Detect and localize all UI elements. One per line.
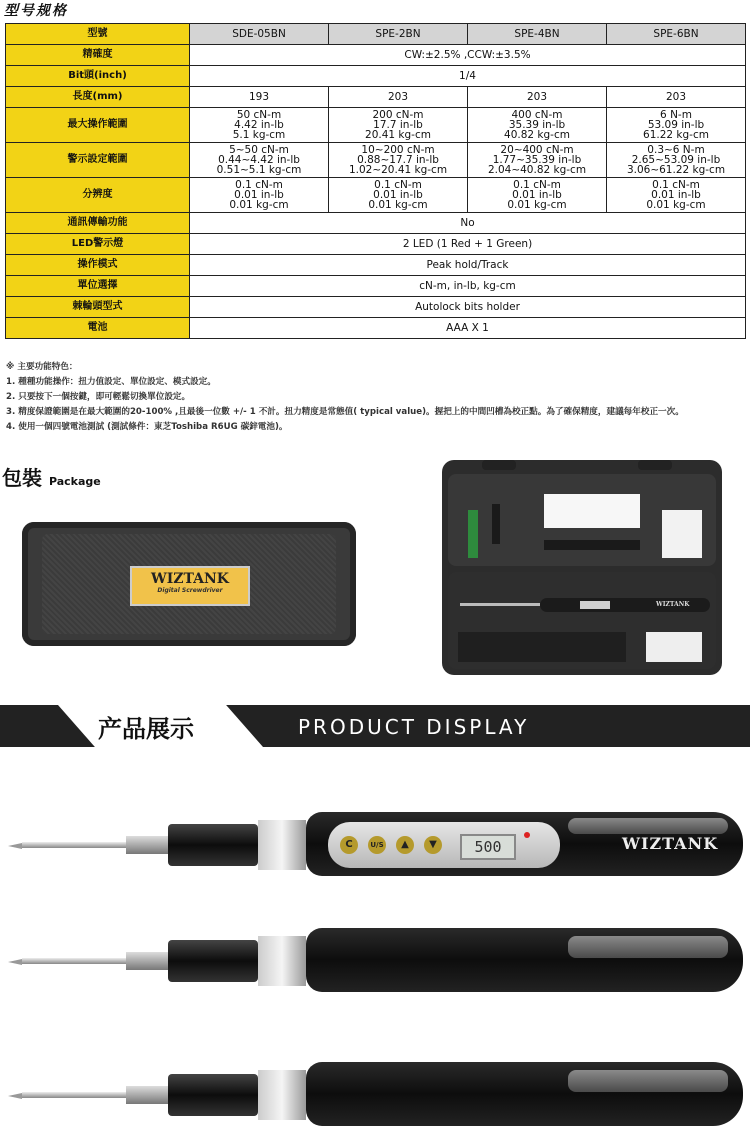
- spec-value: [468, 178, 607, 213]
- spec-value: [190, 108, 329, 143]
- badge-subtitle: Digital Screwdriver: [157, 587, 223, 594]
- spec-value-line: 4.42 in-lb: [234, 119, 284, 131]
- spec-value: cN-m, in-lb, kg-cm: [190, 276, 746, 297]
- package-title: [2, 462, 101, 491]
- spec-value-line: 50 cN-m: [236, 109, 282, 121]
- spec-value: SPE-4BN: [468, 24, 607, 45]
- spec-value-line: 0.01 in-lb: [234, 189, 284, 201]
- down-button-icon: ▼: [424, 836, 442, 854]
- spec-value-line: 400 cN-m: [511, 109, 563, 121]
- red-led-icon: [524, 832, 530, 838]
- lcd-icon: [580, 601, 610, 609]
- screwdriver-back-view: [8, 1060, 743, 1130]
- spec-value-line: 0.88~17.7 in-lb: [357, 154, 439, 166]
- spec-row: [6, 108, 746, 143]
- spec-value-line: 0.01 kg-cm: [229, 199, 289, 211]
- spec-card-image: [544, 494, 640, 528]
- spec-value: [607, 108, 746, 143]
- spec-value: 193: [190, 87, 329, 108]
- spec-row: [6, 87, 746, 108]
- spec-value-line: 0.01 kg-cm: [368, 199, 428, 211]
- case-screwdriver-image: [460, 598, 710, 612]
- spec-value-line: 53.09 in-lb: [647, 119, 705, 131]
- spec-value-line: 10~200 cN-m: [361, 144, 435, 156]
- brand-badge: [130, 566, 250, 606]
- spec-value-line: 0.3~6 N-m: [647, 144, 705, 156]
- spec-value: AAA X 1: [190, 318, 746, 339]
- spec-value-line: 0.01 in-lb: [651, 189, 701, 201]
- control-panel: [328, 822, 560, 868]
- accessory-pack-image: [646, 632, 702, 662]
- screwdriver-front-view: [8, 810, 743, 880]
- us-button-icon: U/S: [368, 836, 386, 854]
- note-line: ※ 主要功能特色：: [6, 362, 78, 372]
- spec-value: No: [190, 213, 746, 234]
- spec-row: [6, 24, 746, 45]
- spec-value: [329, 143, 468, 178]
- spec-value-line: 0.1 cN-m: [652, 179, 700, 191]
- lcd-readout: 500: [460, 834, 516, 860]
- spec-value-line: 61.22 kg-cm: [643, 129, 709, 141]
- spec-value: Autolock bits holder: [190, 297, 746, 318]
- spec-value-line: 6 N-m: [660, 109, 692, 121]
- spec-row: [6, 318, 746, 339]
- spec-value: Peak hold/Track: [190, 255, 746, 276]
- case-logo: WIZTANK: [656, 601, 690, 608]
- spec-value: [468, 108, 607, 143]
- spec-value-line: 0.1 cN-m: [374, 179, 422, 191]
- spec-label: 分辨度: [6, 178, 190, 213]
- spec-value-line: 0.01 in-lb: [512, 189, 562, 201]
- spec-value: [607, 178, 746, 213]
- display-title-en: PRODUCT DISPLAY: [298, 715, 530, 739]
- spec-label: 長度(mm): [6, 87, 190, 108]
- spec-row: [6, 234, 746, 255]
- spec-value: [607, 143, 746, 178]
- feature-notes: [6, 360, 750, 435]
- spec-value-line: 20~400 cN-m: [500, 144, 574, 156]
- spec-row: [6, 45, 746, 66]
- spec-value: 2 LED (1 Red + 1 Green): [190, 234, 746, 255]
- note-line: 2. 只要按下一個按鍵，即可輕鬆切換單位設定。: [6, 392, 191, 402]
- note-line: 1. 種種功能操作：扭力值設定、單位設定、模式設定。: [6, 377, 216, 387]
- spec-label: 操作模式: [6, 255, 190, 276]
- spec-value-line: 0.1 cN-m: [513, 179, 561, 191]
- spec-row: [6, 213, 746, 234]
- note-line: 3. 精度保證範圍是在最大範圍的20-100% ,且最後一位數 +/- 1 不計。扭力精度是常態值( typical value)。握把上的中間凹槽為校正點。為了確保精度，建議每年校正一次。: [6, 407, 684, 417]
- spec-value-line: 20.41 kg-cm: [365, 129, 431, 141]
- spec-value-line: 2.04~40.82 kg-cm: [487, 164, 587, 176]
- spec-row: [6, 178, 746, 213]
- product-display-banner: [0, 705, 750, 747]
- spec-value-line: 0.01 in-lb: [373, 189, 423, 201]
- spec-value-line: 200 cN-m: [372, 109, 424, 121]
- green-label-icon: [468, 510, 478, 558]
- manual-paper-image: [662, 510, 702, 558]
- spec-row: [6, 255, 746, 276]
- spec-value: 203: [468, 87, 607, 108]
- open-case-image: [442, 460, 722, 675]
- note-line: 4. 使用一個四號電池測試 (測試條件：東芝Toshiba R6UG 碳鋅電池)。: [6, 422, 288, 432]
- spec-value-line: 0.01 kg-cm: [507, 199, 567, 211]
- spec-title: 型号规格: [4, 3, 68, 19]
- spec-value-line: 1.02~20.41 kg-cm: [348, 164, 448, 176]
- spec-label: 警示設定範圍: [6, 143, 190, 178]
- spec-value: SDE-05BN: [190, 24, 329, 45]
- spec-value-line: 1.77~35.39 in-lb: [492, 154, 582, 166]
- spec-value: [190, 143, 329, 178]
- spec-value-line: 3.06~61.22 kg-cm: [626, 164, 726, 176]
- spec-label: Bit頭(inch): [6, 66, 190, 87]
- spec-value: [329, 108, 468, 143]
- spec-label: 單位選擇: [6, 276, 190, 297]
- spec-value: SPE-2BN: [329, 24, 468, 45]
- spec-label: 通訊傳輸功能: [6, 213, 190, 234]
- spec-value: CW:±2.5% ,CCW:±3.5%: [190, 45, 746, 66]
- spec-label: 電池: [6, 318, 190, 339]
- spec-value-line: 40.82 kg-cm: [504, 129, 570, 141]
- spec-label: 最大操作範圍: [6, 108, 190, 143]
- screwdriver-side-view: [8, 926, 743, 996]
- spec-value-line: 0.01 kg-cm: [646, 199, 706, 211]
- package-title-en: Package: [48, 475, 101, 488]
- spec-value: SPE-6BN: [607, 24, 746, 45]
- badge-brand: WIZTANK: [151, 571, 229, 587]
- spec-label: 精確度: [6, 45, 190, 66]
- spec-value-line: 0.1 cN-m: [235, 179, 283, 191]
- spec-value-line: 17.7 in-lb: [373, 119, 423, 131]
- spec-value: 1/4: [190, 66, 746, 87]
- spec-value-line: 35.39 in-lb: [508, 119, 566, 131]
- spec-value: [329, 178, 468, 213]
- spec-value-line: 5.1 kg-cm: [232, 129, 286, 141]
- spec-row: [6, 297, 746, 318]
- handle-brand: WIZTANK: [622, 834, 719, 853]
- spec-value-line: 0.51~5.1 kg-cm: [216, 164, 302, 176]
- closed-case-image: [22, 522, 356, 646]
- spec-label: 型號: [6, 24, 190, 45]
- up-button-icon: ▲: [396, 836, 414, 854]
- c-button-icon: C: [340, 836, 358, 854]
- spec-row: [6, 276, 746, 297]
- spec-value-line: 0.44~4.42 in-lb: [218, 154, 300, 166]
- package-title-cn: 包裝: [2, 466, 42, 490]
- spec-table: [5, 23, 746, 339]
- spec-label: 棘輪頭型式: [6, 297, 190, 318]
- spec-row: [6, 66, 746, 87]
- spec-value-line: 5~50 cN-m: [229, 144, 289, 156]
- spec-label: LED警示燈: [6, 234, 190, 255]
- spec-value: 203: [607, 87, 746, 108]
- display-title-cn: 产品展示: [98, 715, 194, 743]
- spec-value: 203: [329, 87, 468, 108]
- spec-value-line: 2.65~53.09 in-lb: [631, 154, 721, 166]
- spec-row: [6, 143, 746, 178]
- spec-value: [190, 178, 329, 213]
- spec-value: [468, 143, 607, 178]
